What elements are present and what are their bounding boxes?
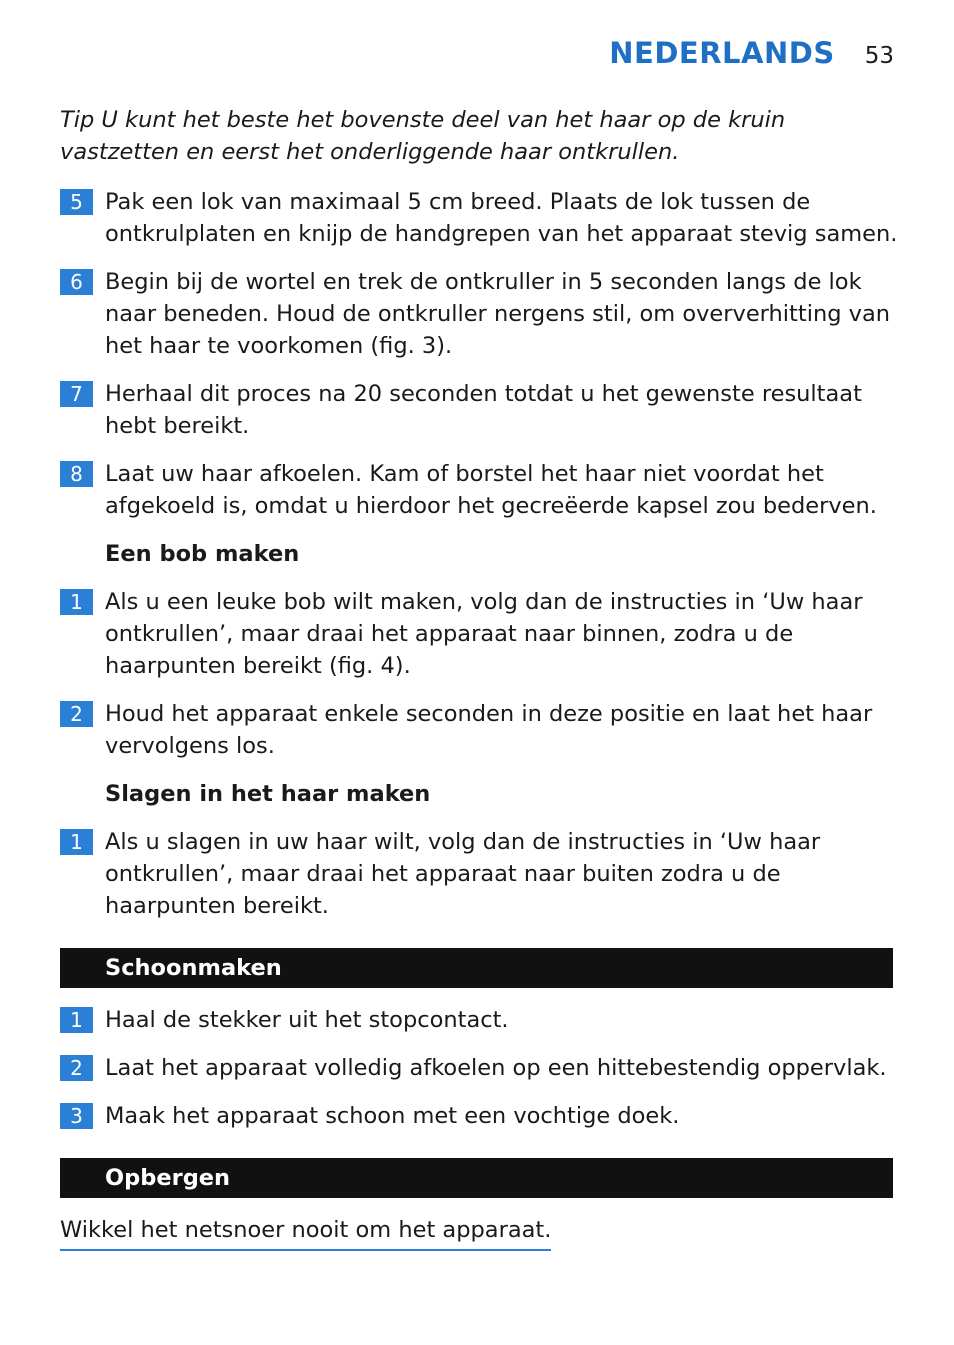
step-text: Laat het apparaat volledig afkoelen op een hittebestendig oppervlak. xyxy=(105,1055,887,1081)
step-text: Begin bij de wortel en trek de ontkruller in 5 seconden langs de lok naar beneden. Houd de ontkruller nergens stil, om oververhitting van het haar te voorkomen (fig. 3). xyxy=(105,269,891,359)
step-text: Pak een lok van maximaal 5 cm breed. Plaats de lok tussen de ontkrulplaten en knijp de handgrepen van het apparaat stevig samen. xyxy=(105,189,898,247)
storage-note-text: Wikkel het netsnoer nooit om het apparaat. xyxy=(60,1217,551,1251)
cleaning-step-3 xyxy=(60,1100,900,1132)
bob-step-1 xyxy=(60,586,900,682)
bob-heading: Een bob maken xyxy=(105,541,300,567)
language-title: NEDERLANDS xyxy=(609,36,835,70)
step-number-badge: 1 xyxy=(60,589,93,615)
step-number-badge: 3 xyxy=(60,1103,93,1129)
step-7 xyxy=(60,378,900,442)
step-text: Herhaal dit proces na 20 seconden totdat u het gewenste resultaat hebt bereikt. xyxy=(105,381,862,439)
step-5 xyxy=(60,186,900,250)
cleaning-step-2 xyxy=(60,1052,900,1084)
storage-note xyxy=(60,1214,900,1246)
page-number: 53 xyxy=(864,43,894,69)
step-number-badge: 5 xyxy=(60,189,93,215)
step-number-badge: 6 xyxy=(60,269,93,295)
step-text: Haal de stekker uit het stopcontact. xyxy=(105,1007,509,1033)
step-text: Als u een leuke bob wilt maken, volg dan de instructies in ‘Uw haar ontkrullen’, maar draai het apparaat naar binnen, zodra u de haarpunten bereikt (fig. 4). xyxy=(105,589,863,679)
step-text: Als u slagen in uw haar wilt, volg dan de instructies in ‘Uw haar ontkrullen’, maar draai het apparaat naar buiten zodra u de haarpunten bereikt. xyxy=(105,829,821,919)
storage-section-header: Opbergen xyxy=(60,1158,893,1198)
step-number-badge: 7 xyxy=(60,381,93,407)
step-number-badge: 2 xyxy=(60,701,93,727)
tip-text: Tip U kunt het beste het bovenste deel van het haar op de kruin vastzetten en eerst het onderliggende haar ontkrullen. xyxy=(60,107,786,165)
step-text: Maak het apparaat schoon met een vochtige doek. xyxy=(105,1103,680,1129)
step-text: Laat uw haar afkoelen. Kam of borstel het haar niet voordat het afgekoeld is, omdat u hierdoor het gecreëerde kapsel zou bederven. xyxy=(105,461,877,519)
cleaning-section-header: Schoonmaken xyxy=(60,948,893,988)
slagen-heading: Slagen in het haar maken xyxy=(105,781,431,807)
slagen-step-1 xyxy=(60,826,900,922)
step-text: Houd het apparaat enkele seconden in deze positie en laat het haar vervolgens los. xyxy=(105,701,873,759)
bob-step-2 xyxy=(60,698,900,762)
step-number-badge: 1 xyxy=(60,1007,93,1033)
step-6 xyxy=(60,266,900,362)
page-content xyxy=(60,104,900,1246)
page-header xyxy=(609,36,894,70)
cleaning-step-1 xyxy=(60,1004,900,1036)
step-number-badge: 2 xyxy=(60,1055,93,1081)
step-8 xyxy=(60,458,900,522)
step-number-badge: 1 xyxy=(60,829,93,855)
step-number-badge: 8 xyxy=(60,461,93,487)
